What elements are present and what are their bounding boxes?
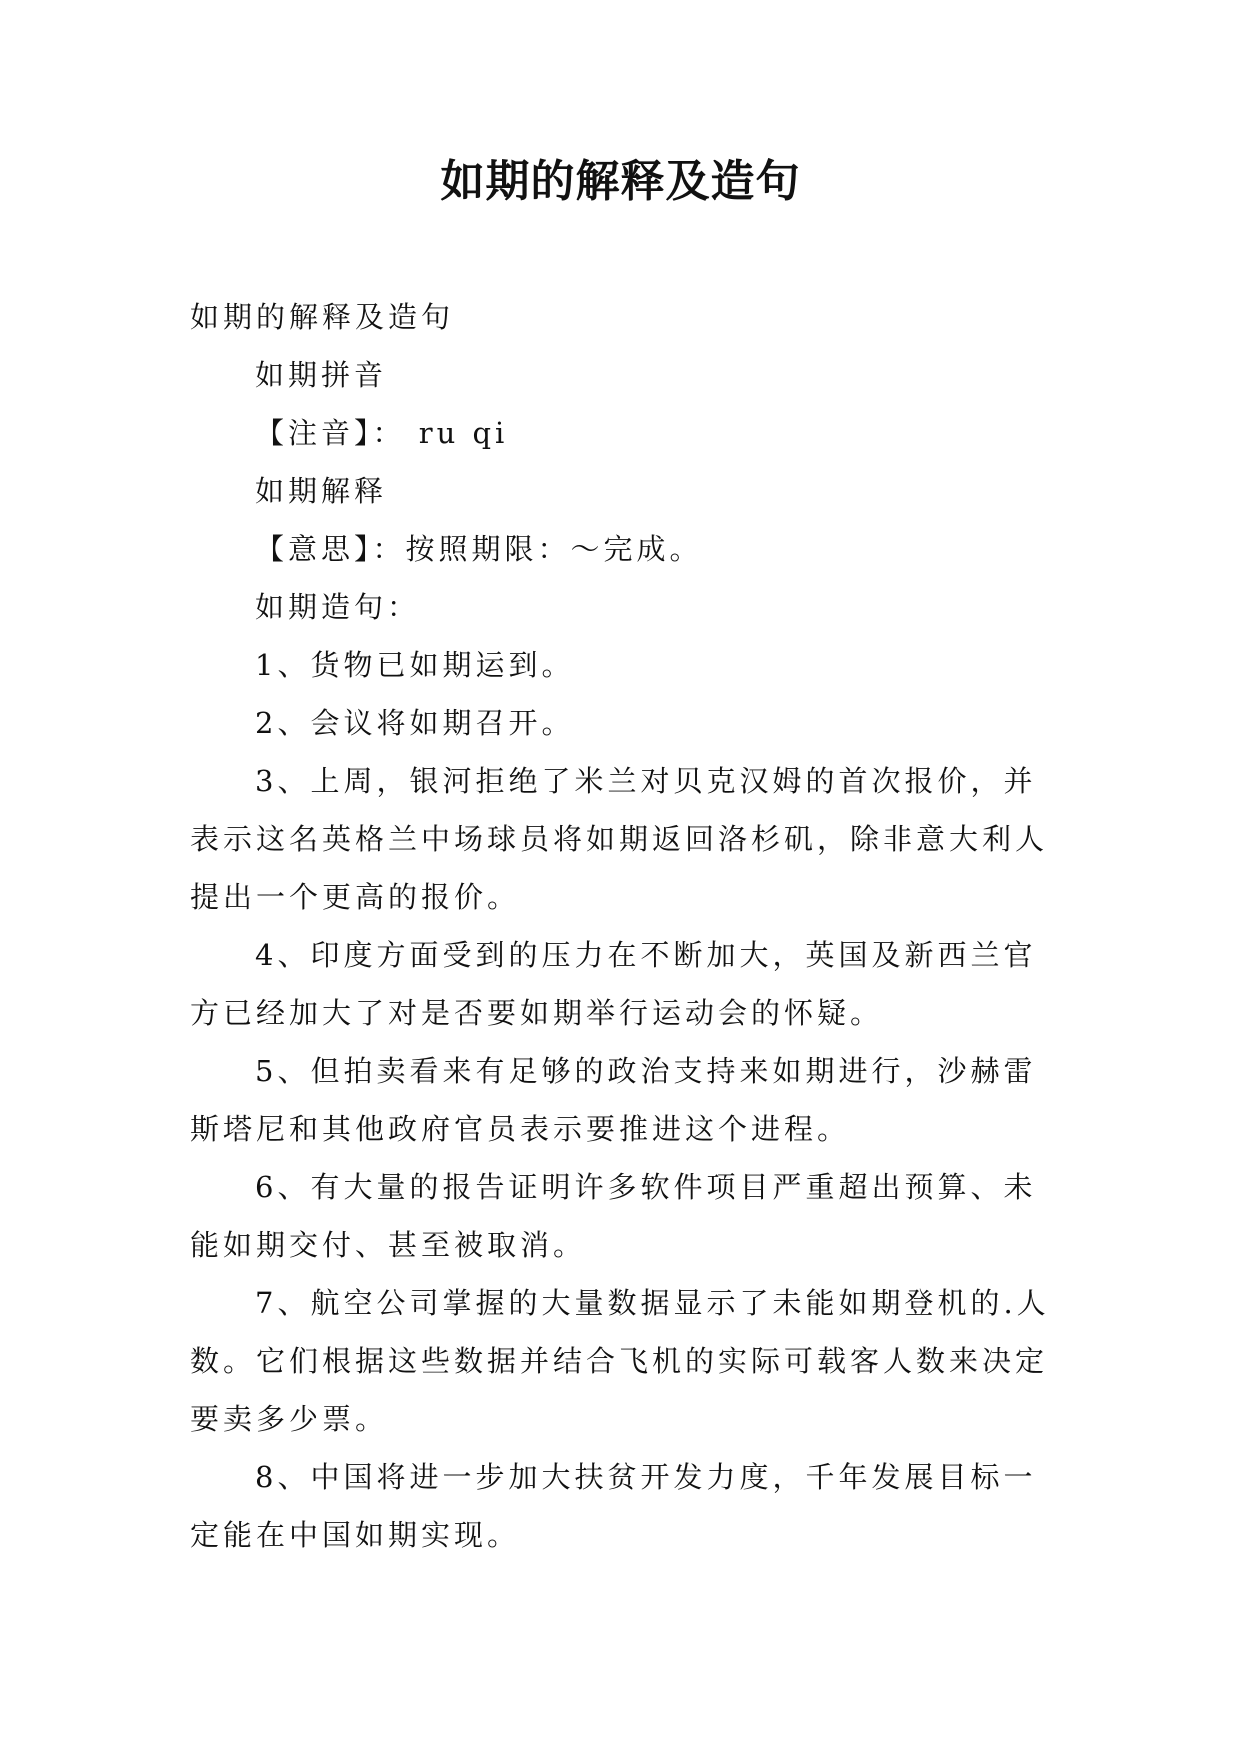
example-sentence-8: 8、中国将进一步加大扶贫开发力度，千年发展目标一定能在中国如期实现。	[190, 1460, 1037, 1552]
example-sentence-7: 7、航空公司掌握的大量数据显示了未能如期登机的.人数。它们根据这些数据并结合飞机的实际可载客人数来决定要卖多少票。	[190, 1286, 1050, 1436]
example-sentence-3: 3、上周，银河拒绝了米兰对贝克汉姆的首次报价，并表示这名英格兰中场球员将如期返回洛杉矶，除非意大利人提出一个更高的报价。	[190, 764, 1049, 914]
example-sentence-2: 2、会议将如期召开。	[255, 706, 575, 740]
example-sentence-4: 4、印度方面受到的压力在不断加大，英国及新西兰官方已经加大了对是否要如期举行运动会的怀疑。	[190, 938, 1037, 1030]
paragraph-meaning: 【意思】：按照期限：～完成。	[255, 532, 703, 566]
paragraph-pinyin-heading: 如期拼音	[255, 358, 388, 392]
document-body	[190, 288, 1050, 1564]
paragraph-examples-heading: 如期造句：	[255, 590, 421, 624]
example-sentence-6: 6、有大量的报告证明许多软件项目严重超出预算、未能如期交付、甚至被取消。	[190, 1170, 1037, 1262]
paragraph-meaning-heading: 如期解释	[255, 474, 388, 508]
document-title: 如期的解释及造句	[440, 156, 801, 207]
example-sentence-1: 1、货物已如期运到。	[255, 648, 575, 682]
paragraph-subtitle: 如期的解释及造句	[190, 300, 455, 334]
example-sentence-5: 5、但拍卖看来有足够的政治支持来如期进行，沙赫雷斯塔尼和其他政府官员表示要推进这个进程。	[190, 1054, 1037, 1146]
paragraph-pinyin: 【注音】： ru qi	[255, 416, 509, 450]
